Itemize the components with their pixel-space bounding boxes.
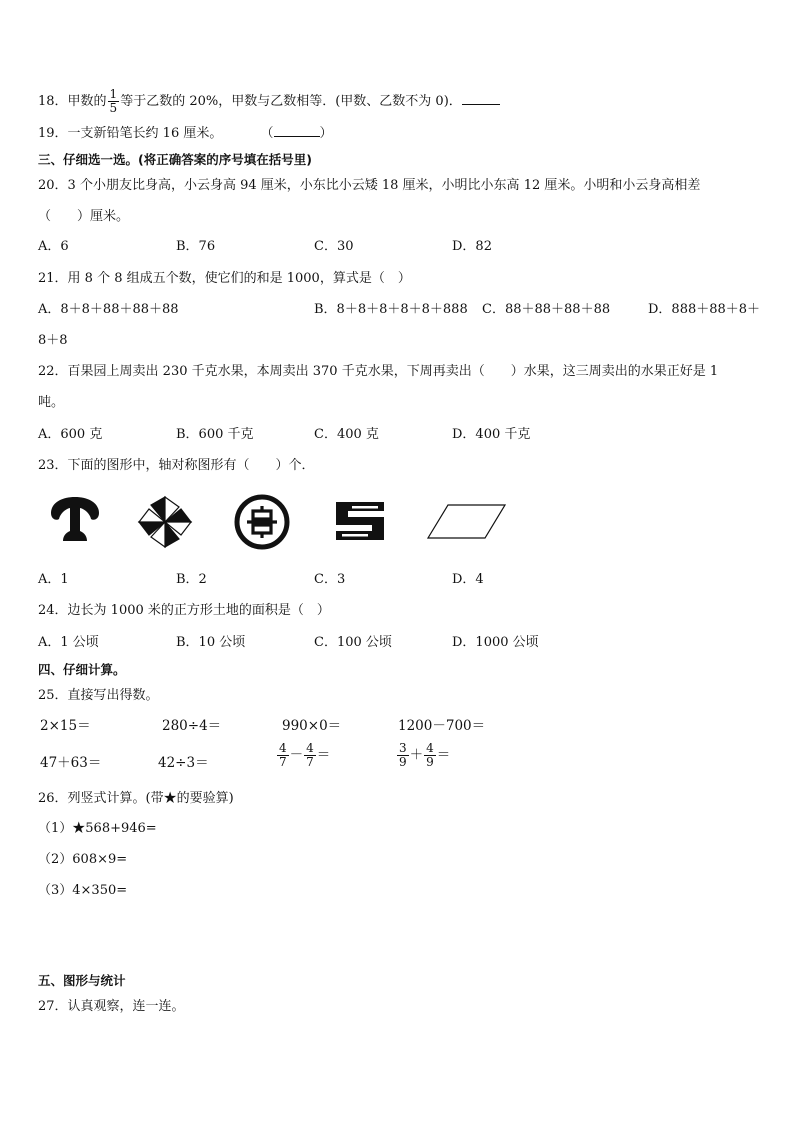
q25-calc-3: 990×0＝	[282, 718, 342, 734]
q19-close-bracket: ）	[319, 126, 333, 141]
q24-option-b[interactable]: B．10 公顷	[176, 635, 246, 650]
q25-frac-a1	[277, 742, 289, 769]
q21-option-d-continuation: 8＋8	[38, 333, 68, 348]
section-4-title: 四、仔细计算。	[38, 662, 126, 677]
q25-frac-b-eq: ＝	[436, 747, 451, 763]
question-19	[38, 124, 333, 143]
q21-text: 21．用 8 个 8 组成五个数，使它们的和是 1000，算式是（ ）	[38, 271, 411, 286]
q23-option-b[interactable]: B．2	[176, 572, 207, 587]
q25-calc-1: 2×15＝	[40, 718, 91, 734]
q23-option-a[interactable]: A．1	[38, 572, 69, 587]
q25-calc-7	[276, 742, 330, 769]
pinwheel-icon	[135, 493, 195, 551]
bank-coin-logo-icon	[234, 494, 290, 550]
q25-frac-b-op: ＋	[409, 747, 424, 763]
q25-frac-a2-den: 7	[306, 755, 314, 769]
q26-item-3: （3）4×350=	[38, 883, 128, 898]
q23-option-c[interactable]: C．3	[314, 572, 346, 587]
q25-calc-6: 42÷3＝	[158, 755, 209, 771]
q25-frac-a-op: －	[289, 747, 304, 763]
q23-option-d[interactable]: D．4	[452, 572, 484, 587]
question-18	[38, 88, 500, 115]
q25-frac-a1-num: 4	[279, 741, 287, 755]
q21-option-c[interactable]: C．88＋88＋88＋88	[482, 302, 611, 317]
q25-frac-a1-den: 7	[279, 755, 287, 769]
q24-option-a[interactable]: A．1 公顷	[38, 635, 99, 650]
q19-text: 19．一支新铅笔长约 16 厘米。	[38, 126, 223, 141]
q25-frac-b1-num: 3	[399, 741, 407, 755]
q25-calc-5: 47＋63＝	[40, 755, 102, 771]
q25-frac-a2	[304, 742, 316, 769]
q20-option-a[interactable]: A．6	[38, 239, 69, 254]
q21-option-a[interactable]: A．8＋8＋88＋88＋88	[38, 302, 179, 317]
q21-option-d[interactable]: D．888＋88＋8＋	[648, 302, 761, 317]
q25-text: 25．直接写出得数。	[38, 688, 159, 703]
q24-option-d[interactable]: D．1000 公顷	[452, 635, 539, 650]
q25-frac-b1-den: 9	[399, 755, 407, 769]
q19-open-bracket: （	[260, 126, 274, 141]
q18-fraction	[108, 88, 120, 115]
section-5-title: 五、图形与统计	[38, 973, 126, 988]
q20-option-d[interactable]: D．82	[452, 239, 492, 254]
q22-line1: 22．百果园上周卖出 230 千克水果，本周卖出 370 千克水果，下周再卖出（ ）水果，这三周卖出的水果正好是 1	[38, 364, 719, 379]
q18-prefix: 18．甲数的	[38, 94, 107, 109]
q25-frac-b2	[424, 742, 436, 769]
q22-option-b[interactable]: B．600 千克	[176, 427, 254, 442]
q25-frac-b1	[397, 742, 409, 769]
parallelogram-icon	[426, 503, 508, 541]
q18-frac-den: 5	[109, 101, 118, 115]
q22-option-c[interactable]: C．400 克	[314, 427, 379, 442]
q25-calc-2: 280÷4＝	[162, 718, 222, 734]
q25-calc-8	[396, 742, 450, 769]
q26-item-1: （1）★568+946=	[38, 821, 157, 836]
q20-option-b[interactable]: B．76	[176, 239, 216, 254]
q21-option-b[interactable]: B．8＋8＋8＋8＋8＋888	[314, 302, 468, 317]
q25-frac-b2-den: 9	[426, 755, 434, 769]
q20-line1: 20．3 个小朋友比身高，小云身高 94 厘米，小东比小云矮 18 厘米，小明比小东高 12 厘米。小明和小云身高相差	[38, 178, 701, 193]
q25-frac-a-eq: ＝	[316, 747, 331, 763]
q25-calc-4: 1200－700＝	[398, 718, 486, 734]
s-logo-icon	[332, 498, 388, 544]
q26-text: 26．列竖式计算。(带★的要验算)	[38, 791, 234, 806]
q22-option-d[interactable]: D．400 千克	[452, 427, 531, 442]
q19-answer-blank[interactable]	[274, 124, 320, 137]
q18-suffix: 等于乙数的 20%，甲数与乙数相等．(甲数、乙数不为 0)．	[120, 94, 462, 109]
q20-option-c[interactable]: C．30	[314, 239, 354, 254]
section-3-title: 三、仔细选一选。(将正确答案的序号填在括号里)	[38, 152, 312, 167]
q22-option-a[interactable]: A．600 克	[38, 427, 103, 442]
q25-frac-b2-num: 4	[426, 741, 434, 755]
q20-line2: （ ）厘米。	[38, 209, 130, 224]
mushroom-logo-icon	[48, 495, 102, 547]
q23-text: 23．下面的图形中，轴对称图形有（ ）个．	[38, 458, 315, 473]
q24-text: 24．边长为 1000 米的正方形土地的面积是（ ）	[38, 603, 330, 618]
q18-answer-blank[interactable]	[462, 92, 500, 105]
q26-item-2: （2）608×9=	[38, 852, 128, 867]
q22-line2: 吨。	[38, 395, 65, 410]
q18-frac-num: 1	[109, 87, 118, 101]
q25-frac-a2-num: 4	[306, 741, 314, 755]
q24-option-c[interactable]: C．100 公顷	[314, 635, 392, 650]
q27-text: 27．认真观察，连一连。	[38, 999, 185, 1014]
